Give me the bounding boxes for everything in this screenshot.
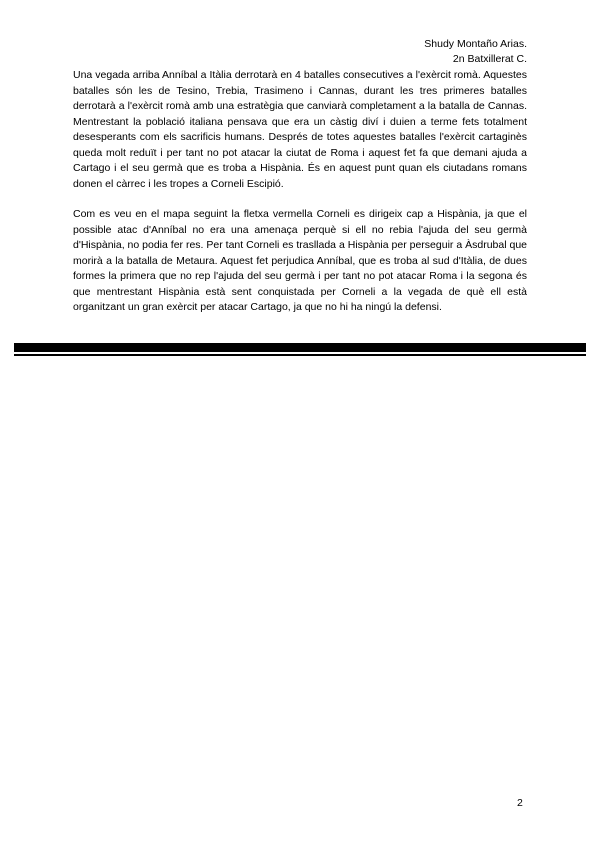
author-name: Shudy Montaño Arias.: [424, 38, 527, 50]
divider-thick-line: [14, 343, 586, 352]
document-header: [424, 37, 527, 67]
paragraph-corneli-hispania: Com es veu en el mapa seguint la fletxa vermella Corneli es dirigeix cap a Hispània, ja que el possible atac d'Anníbal no era una amenaça perquè si ell no rebia l'ajuda del seu germà d'Hispània, no podia fer res. Per tant Corneli es trasllada a Hispània per perseguir a Àsdrubal que morirà a la batalla de Metaura. Aquest fet perjudica Anníbal, que es troba al sud d'Itàlia, de dues formes la primera que no rep l'ajuda del seu germà i per tant no pot atacar Roma i la segona és que mentrestant Hispània està sent conquistada per Corneli a la vegada de què ell està organitzant un gran exèrcit per atacar Cartago, ja que no hi ha ningú la defensi.: [73, 208, 527, 313]
divider-thin-line: [14, 354, 586, 356]
paragraph-hannibal-battles: Una vegada arriba Anníbal a Itàlia derrotarà en 4 batalles consecutives a l'exèrcit romà. Aquestes batalles són les de Tesino, Trebia, Trasimeno i Cannas, durant les tres primeres batalles derrotarà a l'exèrcit romà amb una estratègia que canviarà completament a la batalla de Cannas. Mentrestant la població italiana pensava que era un càstig diví i duien a terme fets totalment desesperants com els sacrificis humans. Després de totes aquestes batalles l'exèrcit cartaginès queda molt reduït i per tant no pot atacar la ciutat de Roma i aquest fet fa que demani ajuda a Cartago i el seu germà que es troba a Hispània. És en aquest punt quan els ciutadans romans donen el càrrec i les tropes a Corneli Escipió.: [73, 69, 527, 190]
course-label: 2n Batxillerat C.: [452, 53, 527, 65]
section-divider: [14, 343, 586, 356]
page-number: 2: [517, 797, 523, 809]
